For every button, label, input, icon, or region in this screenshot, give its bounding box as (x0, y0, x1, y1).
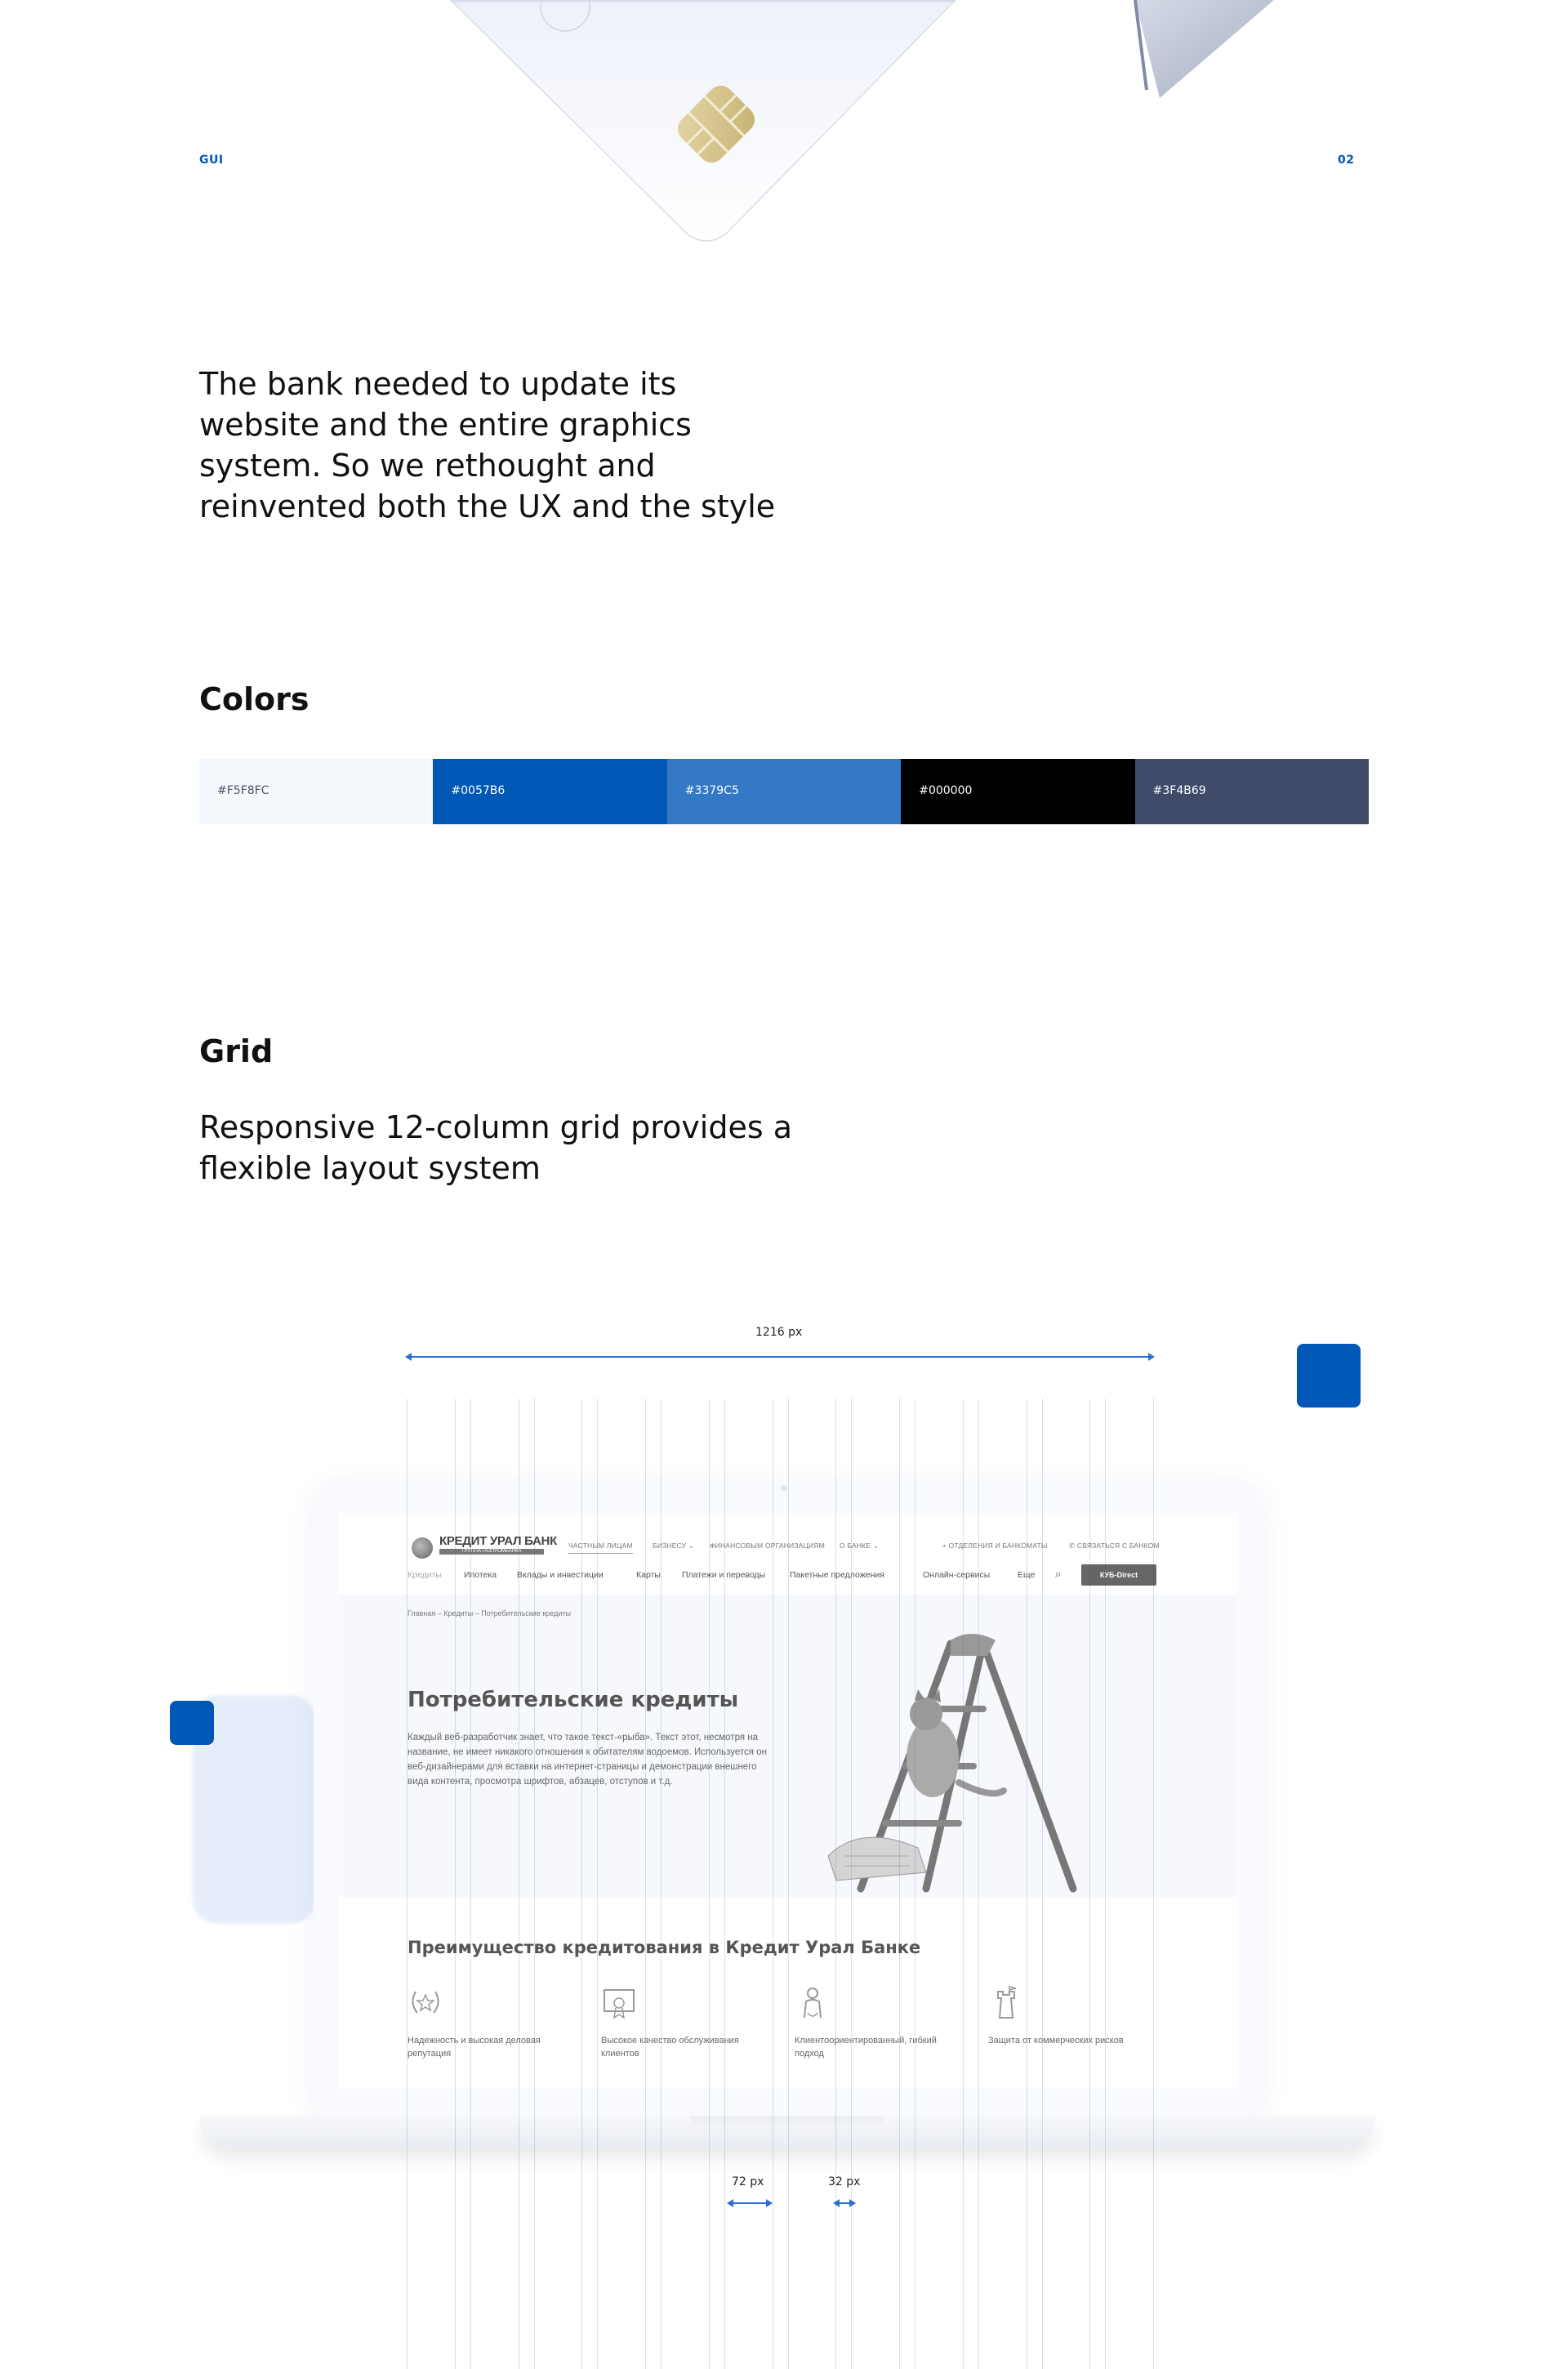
gutter-width-label: 32 px (828, 2175, 861, 2188)
grid-column-line (963, 1399, 964, 2369)
nav-online[interactable]: Онлайн-сервисы (923, 1570, 991, 1580)
swatch-black (901, 759, 1134, 824)
nav-credits[interactable]: Кредиты (408, 1570, 442, 1580)
grid-column-line (788, 1399, 789, 2369)
advantage-text: Клиентоориентированный, гибкий подход (795, 2036, 937, 2059)
nav-mortgage[interactable]: Ипотека (464, 1570, 497, 1580)
grid-column-line (645, 1399, 646, 2369)
grid-column-line (581, 1399, 582, 2369)
color-palette (199, 759, 1369, 824)
grid-column-line (724, 1399, 725, 2369)
swatch-label: #0057B6 (451, 784, 506, 797)
advantage-text: Защита от коммерческих рисков (988, 2036, 1124, 2046)
intro-text: The bank needed to update its website and the entire graphics system. So we rethought and reinvented both the UX and the style (199, 366, 776, 524)
decor-square (1297, 1344, 1361, 1408)
grid-column-line (978, 1399, 979, 2369)
nav-packages[interactable]: Пакетные предложения (790, 1570, 884, 1580)
grid-column-line (1089, 1399, 1090, 2369)
grid-width-label: 1216 px (755, 1326, 803, 1339)
swatch-label: #F5F8FC (217, 784, 270, 797)
grid-column-line (1042, 1399, 1043, 2369)
swatch-slate (1135, 759, 1369, 824)
swatch-label: #000000 (919, 784, 973, 797)
nav-more[interactable]: Еще (1018, 1570, 1036, 1580)
site-header (338, 1513, 1236, 1595)
person-icon (795, 1985, 831, 2021)
grid-column-line (709, 1399, 710, 2369)
grid-column-line (1153, 1399, 1154, 2369)
grid-column-line (470, 1399, 471, 2369)
nav-contact-label: СВЯЗАТЬСЯ С БАНКОМ (1076, 1541, 1160, 1550)
nav-deposits[interactable]: Вклады и инвестиции (517, 1570, 604, 1580)
hero-text: Каждый веб-разработчик знает, что такое текст-«рыба». Текст этот, несмотря на название, не имеет никакого отношения к обитателям водоемов. Используется он веб-дизайнерами для вставки на интернет-страницы и демонстрации внешнего вида контента, просмотра шрифтов, абзацев, отступов и т.д. (408, 1733, 767, 1787)
nav-payments[interactable]: Платежи и переводы (682, 1570, 766, 1580)
nav-financial[interactable]: ФИНАНСОВЫМ ОРГАНИЗАЦИЯМ (710, 1541, 825, 1550)
grid-description: Responsive 12-column grid provides a flexible layout system (199, 1109, 793, 1186)
certificate-icon (601, 1985, 637, 2021)
nav-branches[interactable] (942, 1541, 1048, 1550)
advantage-item (601, 1985, 773, 2060)
grid-column-line (455, 1399, 456, 2369)
grid-column-line (1105, 1399, 1106, 2369)
laptop-base (199, 2116, 1375, 2148)
nav-private[interactable]: ЧАСТНЫМ ЛИЦАМ (568, 1541, 633, 1554)
search-icon[interactable]: ⌕ (1055, 1568, 1062, 1580)
hero-title: Потребительские кредиты (408, 1688, 739, 1712)
grid-column-line (835, 1399, 836, 2369)
page-number: 02 (1338, 154, 1355, 167)
grid-column-line (661, 1399, 662, 2369)
breadcrumb: Главная – Кредиты – Потребительские кредиты (408, 1609, 571, 1617)
swatch-secondary (667, 759, 901, 824)
swatch-light (199, 759, 433, 824)
laptop-notch (689, 2116, 885, 2124)
nav-about[interactable]: О БАНКЕ ⌄ (840, 1541, 880, 1550)
colors-title: Colors (199, 681, 310, 717)
advantage-text: Надежность и высокая деловая репутация (408, 2036, 541, 2059)
swatch-label: #3F4B69 (1152, 784, 1206, 797)
nav-branches-label: ОТДЕЛЕНИЯ И БАНКОМАТЫ (948, 1541, 1048, 1550)
advantage-item (408, 1985, 579, 2060)
phone-icon: ✆ (1069, 1541, 1077, 1550)
bank-logo-text: КРЕДИТ УРАЛ БАНК (439, 1534, 557, 1548)
bank-logo-icon (412, 1537, 433, 1559)
grid-column-line (899, 1399, 900, 2369)
nav-business[interactable]: БИЗНЕСУ ⌄ (653, 1541, 695, 1550)
kvi-direct-button[interactable]: КУБ-Direct (1081, 1564, 1156, 1586)
gutter-width-arrow (835, 2202, 854, 2204)
decor-square (170, 1701, 214, 1745)
grid-width-arrow (407, 1356, 1153, 1358)
pin-icon: ⌖ (942, 1541, 949, 1550)
nav-cards[interactable]: Карты (636, 1570, 661, 1580)
tower-icon (988, 1985, 1024, 2021)
grid-column-line (407, 1399, 408, 2369)
column-width-arrow (728, 2202, 771, 2204)
grid-column-line (597, 1399, 598, 2369)
camera-dot (781, 1485, 787, 1492)
swatch-label: #3379C5 (684, 784, 739, 797)
advantages-title: Преимущество кредитования в Кредит Урал Банке (408, 1938, 921, 1957)
grid-title: Grid (199, 1033, 274, 1069)
advantage-text: Высокое качество обслуживания клиентов (601, 2036, 739, 2059)
column-width-label: 72 px (732, 2175, 764, 2188)
section-tag: GUI (199, 154, 224, 167)
swatch-primary (433, 759, 666, 824)
grid-column-line (851, 1399, 852, 2369)
nav-contact[interactable] (1069, 1541, 1160, 1550)
bank-logo-sub: ГРУППА ГАЗПРОМБАНКА (439, 1549, 544, 1555)
grid-column-line (534, 1399, 535, 2369)
laurel-star-icon (408, 1985, 443, 2021)
advantage-item (795, 1985, 966, 2060)
advantage-item (988, 1985, 1160, 2047)
website-screen (338, 1513, 1236, 2089)
card-illustration (0, 0, 1568, 261)
